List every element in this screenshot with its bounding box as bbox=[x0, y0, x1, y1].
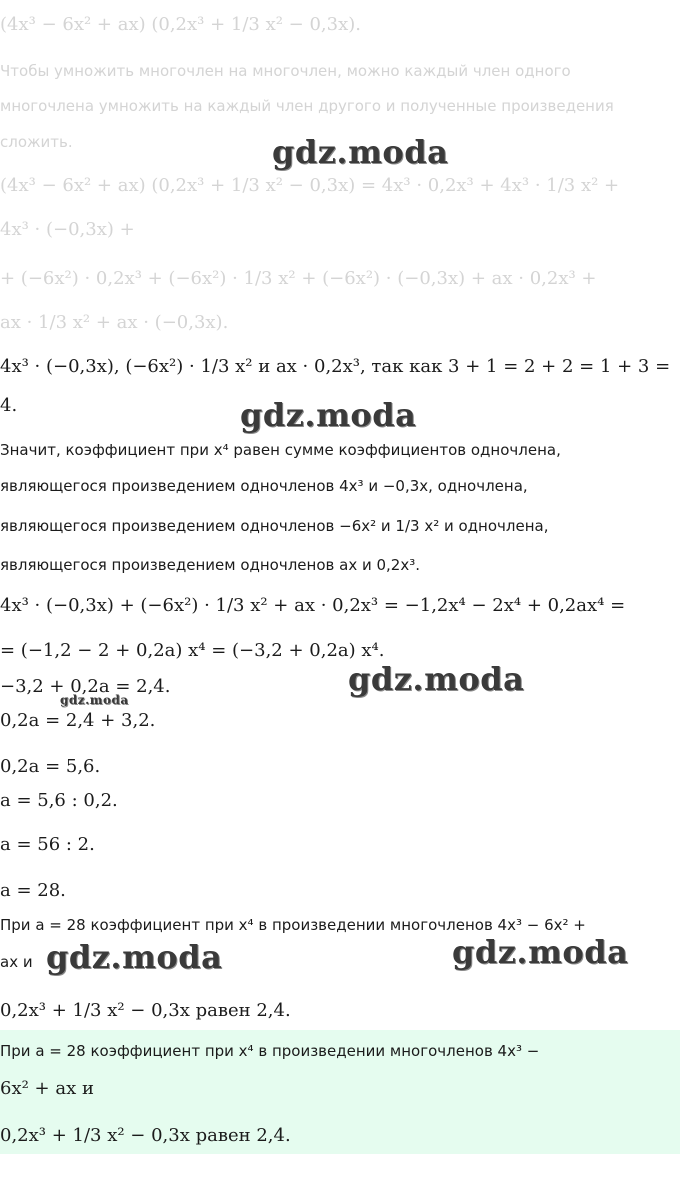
faded-text-2: многочлена умножить на каждый член другого и полученные произведения bbox=[0, 97, 614, 115]
answer-line-3: 0,2x³ + 1/3 x² − 0,3x равен 2,4. bbox=[0, 1125, 291, 1146]
solution-line-4: являющегося произведением одночленов 4x³ и −0,3x, одночлена, bbox=[0, 477, 528, 495]
watermark-logo: gdz.moda bbox=[272, 133, 449, 171]
solution-line-9: −3,2 + 0,2a = 2,4. bbox=[0, 676, 171, 697]
solution-line-11: 0,2a = 5,6. bbox=[0, 756, 101, 777]
faded-text-3: сложить. bbox=[0, 133, 73, 151]
watermark-logo: gdz.moda bbox=[240, 396, 417, 434]
watermark-logo: gdz.moda bbox=[46, 938, 223, 976]
answer-line-2: 6x² + ax и bbox=[0, 1078, 94, 1099]
solution-line-7: 4x³ · (−0,3x) + (−6x²) · 1/3 x² + ax · 0,2x³ = −1,2x⁴ − 2x⁴ + 0,2ax⁴ = bbox=[0, 595, 626, 616]
solution-line-14: a = 28. bbox=[0, 880, 66, 901]
solution-line-3: Значит, коэффициент при x⁴ равен сумме коэффициентов одночлена, bbox=[0, 441, 561, 459]
watermark-logo-small: gdz.moda bbox=[60, 693, 129, 707]
solution-line-17: 0,2x³ + 1/3 x² − 0,3x равен 2,4. bbox=[0, 1000, 291, 1021]
watermark-logo: gdz.moda bbox=[452, 933, 629, 971]
solution-line-13: a = 56 : 2. bbox=[0, 834, 95, 855]
faded-formula-1: (4x³ − 6x² + ax) (0,2x³ + 1/3 x² − 0,3x). bbox=[0, 14, 361, 35]
solution-line-8: = (−1,2 − 2 + 0,2a) x⁴ = (−3,2 + 0,2a) x⁴. bbox=[0, 640, 385, 661]
solution-line-15: При a = 28 коэффициент при x⁴ в произведении многочленов 4x³ − 6x² + bbox=[0, 916, 586, 934]
faded-text-1: Чтобы умножить многочлен на многочлен, можно каждый член одного bbox=[0, 62, 571, 80]
solution-line-2: 4. bbox=[0, 395, 18, 416]
faded-formula-3: 4x³ · (−0,3x) + bbox=[0, 219, 135, 240]
solution-line-10: 0,2a = 2,4 + 3,2. bbox=[0, 710, 156, 731]
faded-formula-2: (4x³ − 6x² + ax) (0,2x³ + 1/3 x² − 0,3x) = 4x³ · 0,2x³ + 4x³ · 1/3 x² + bbox=[0, 175, 620, 196]
answer-line-1: При a = 28 коэффициент при x⁴ в произведении многочленов 4x³ − bbox=[0, 1042, 540, 1060]
solution-line-1: 4x³ · (−0,3x), (−6x²) · 1/3 x² и ax · 0,2x³, так как 3 + 1 = 2 + 2 = 1 + 3 = bbox=[0, 356, 671, 377]
solution-line-5: являющегося произведением одночленов −6x² и 1/3 x² и одночлена, bbox=[0, 517, 549, 535]
faded-formula-4: + (−6x²) · 0,2x³ + (−6x²) · 1/3 x² + (−6x²) · (−0,3x) + ax · 0,2x³ + bbox=[0, 268, 597, 289]
solution-line-6: являющегося произведением одночленов ax и 0,2x³. bbox=[0, 556, 420, 574]
solution-line-12: a = 5,6 : 0,2. bbox=[0, 790, 118, 811]
faded-formula-5: ax · 1/3 x² + ax · (−0,3x). bbox=[0, 312, 229, 333]
solution-line-16: ax и bbox=[0, 953, 33, 971]
answer-box bbox=[0, 1030, 680, 1154]
watermark-logo: gdz.moda bbox=[348, 660, 525, 698]
